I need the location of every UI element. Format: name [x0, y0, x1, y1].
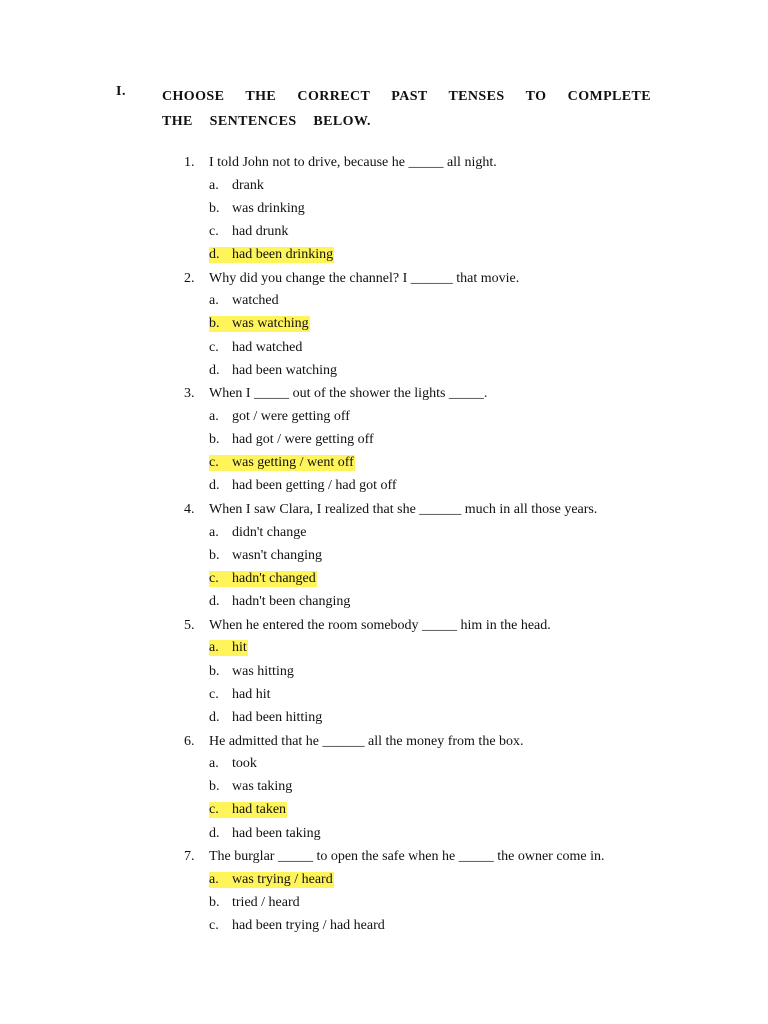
question-text: I told John not to drive, because he _____ all night.: [209, 155, 497, 170]
option-row: [0, 544, 768, 567]
answer-option: [209, 779, 293, 795]
option-text: was getting / went off: [232, 455, 354, 471]
option-row: [0, 591, 768, 614]
question-text: When I saw Clara, I realized that she ______ much in all those years.: [209, 502, 598, 518]
section-number: I.: [116, 84, 126, 99]
option-letter: d.: [209, 825, 220, 841]
option-letter: a.: [209, 756, 219, 772]
option-text: was taking: [232, 779, 293, 795]
highlighted-answer: [209, 455, 355, 471]
option-row: [0, 359, 768, 382]
option-row: [0, 197, 768, 220]
question-3: [0, 382, 768, 405]
option-row: [0, 521, 768, 544]
option-text: wasn't changing: [232, 547, 323, 563]
question-list: [0, 151, 768, 938]
answer-option: [209, 826, 322, 842]
question-number: 1.: [184, 155, 195, 170]
section-title: CHOOSE THE CORRECT PAST TENSES TO COMPLETE THE SENTENCES BELOW.: [162, 89, 651, 129]
option-row: [0, 290, 768, 313]
answer-option: [209, 178, 265, 194]
answer-option: [209, 710, 323, 726]
question-6: [0, 730, 768, 753]
answer-option: [209, 432, 375, 448]
answer-option: [209, 363, 338, 379]
option-text: had watched: [232, 339, 303, 355]
option-letter: a.: [209, 524, 219, 540]
option-letter: c.: [209, 918, 219, 934]
option-text: was trying / heard: [232, 871, 333, 887]
option-text: hadn't changed: [232, 571, 316, 587]
option-row: [0, 452, 768, 475]
answer-option: [209, 895, 301, 911]
option-text: had drunk: [232, 223, 289, 239]
option-text: was watching: [232, 316, 309, 332]
option-row: [0, 406, 768, 429]
question-number: 4.: [184, 502, 195, 518]
answer-option: [209, 525, 307, 541]
option-letter: a.: [209, 409, 219, 425]
option-row: [0, 868, 768, 891]
answer-option: [209, 687, 272, 703]
option-letter: a.: [209, 177, 219, 193]
option-letter: b.: [209, 200, 220, 216]
highlighted-answer: [209, 802, 287, 818]
answer-option: [209, 918, 386, 934]
option-row: [0, 220, 768, 243]
question-number: 2.: [184, 270, 195, 286]
option-letter: c.: [209, 802, 219, 818]
question-text: Why did you change the channel? I ______ that movie.: [209, 270, 520, 286]
option-letter: c.: [209, 686, 219, 702]
answer-option: [209, 756, 258, 772]
answer-option: [209, 594, 351, 610]
option-row: [0, 683, 768, 706]
option-letter: a.: [209, 640, 219, 656]
option-row: [0, 336, 768, 359]
option-letter: d.: [209, 478, 220, 494]
option-row: [0, 706, 768, 729]
answer-option: [209, 340, 303, 356]
highlighted-answer: [209, 872, 334, 888]
option-row: [0, 892, 768, 915]
option-letter: c.: [209, 571, 219, 587]
question-number: 7.: [184, 849, 195, 865]
option-text: had been watching: [232, 362, 337, 378]
option-text: had been trying / had heard: [232, 918, 385, 934]
option-text: had been taking: [232, 825, 321, 841]
option-text: drank: [232, 177, 264, 193]
option-letter: d.: [209, 362, 220, 378]
option-letter: b.: [209, 316, 220, 332]
option-letter: a.: [209, 871, 219, 887]
option-text: had got / were getting off: [232, 432, 374, 448]
option-letter: c.: [209, 339, 219, 355]
option-text: watched: [232, 293, 279, 309]
option-row: [0, 429, 768, 452]
highlighted-answer: [209, 247, 334, 263]
option-row: [0, 313, 768, 336]
option-row: [0, 915, 768, 938]
answer-option: [209, 664, 295, 680]
option-text: hadn't been changing: [232, 594, 351, 610]
option-row: [0, 174, 768, 197]
question-text: The burglar _____ to open the safe when he _____ the owner come in.: [209, 849, 605, 865]
question-number: 3.: [184, 386, 195, 402]
option-letter: c.: [209, 455, 219, 471]
option-letter: b.: [209, 663, 220, 679]
option-letter: c.: [209, 223, 219, 239]
option-row: [0, 753, 768, 776]
option-letter: d.: [209, 709, 220, 725]
question-number: 5.: [184, 617, 195, 633]
option-text: had taken: [232, 802, 287, 818]
option-row: [0, 568, 768, 591]
option-text: had been getting / had got off: [232, 478, 397, 494]
question-1: [0, 151, 768, 174]
option-text: hit: [232, 640, 247, 656]
highlighted-answer: [209, 316, 310, 332]
option-letter: b.: [209, 432, 220, 448]
option-text: got / were getting off: [232, 409, 350, 425]
answer-option: [209, 201, 306, 217]
option-letter: b.: [209, 779, 220, 795]
answer-option: [209, 409, 351, 425]
question-text: When he entered the room somebody _____ him in the head.: [209, 617, 551, 633]
question-number: 6.: [184, 733, 195, 749]
option-letter: d.: [209, 594, 220, 610]
option-text: had been drinking: [232, 247, 334, 263]
answer-option: [209, 293, 280, 309]
option-letter: b.: [209, 547, 220, 563]
question-text: He admitted that he ______ all the money from the box.: [209, 733, 524, 749]
option-row: [0, 660, 768, 683]
option-row: [0, 799, 768, 822]
question-2: [0, 267, 768, 290]
answer-option: [209, 548, 323, 564]
option-text: was drinking: [232, 200, 305, 216]
option-text: tried / heard: [232, 895, 300, 910]
answer-option: [209, 478, 398, 494]
question-text: When I _____ out of the shower the lights _____.: [209, 386, 488, 402]
question-7: [0, 845, 768, 868]
option-text: had been hitting: [232, 709, 323, 725]
question-5: [0, 614, 768, 637]
option-text: took: [232, 756, 257, 772]
highlighted-answer: [209, 571, 317, 587]
option-row: [0, 822, 768, 845]
option-text: was hitting: [232, 663, 294, 679]
option-text: had hit: [232, 686, 271, 702]
option-row: [0, 637, 768, 660]
option-letter: a.: [209, 293, 219, 309]
option-row: [0, 776, 768, 799]
option-row: [0, 475, 768, 498]
option-letter: b.: [209, 895, 220, 910]
question-4: [0, 498, 768, 521]
option-text: didn't change: [232, 524, 307, 540]
option-row: [0, 244, 768, 267]
option-letter: d.: [209, 247, 220, 263]
highlighted-answer: [209, 640, 248, 656]
answer-option: [209, 224, 289, 240]
